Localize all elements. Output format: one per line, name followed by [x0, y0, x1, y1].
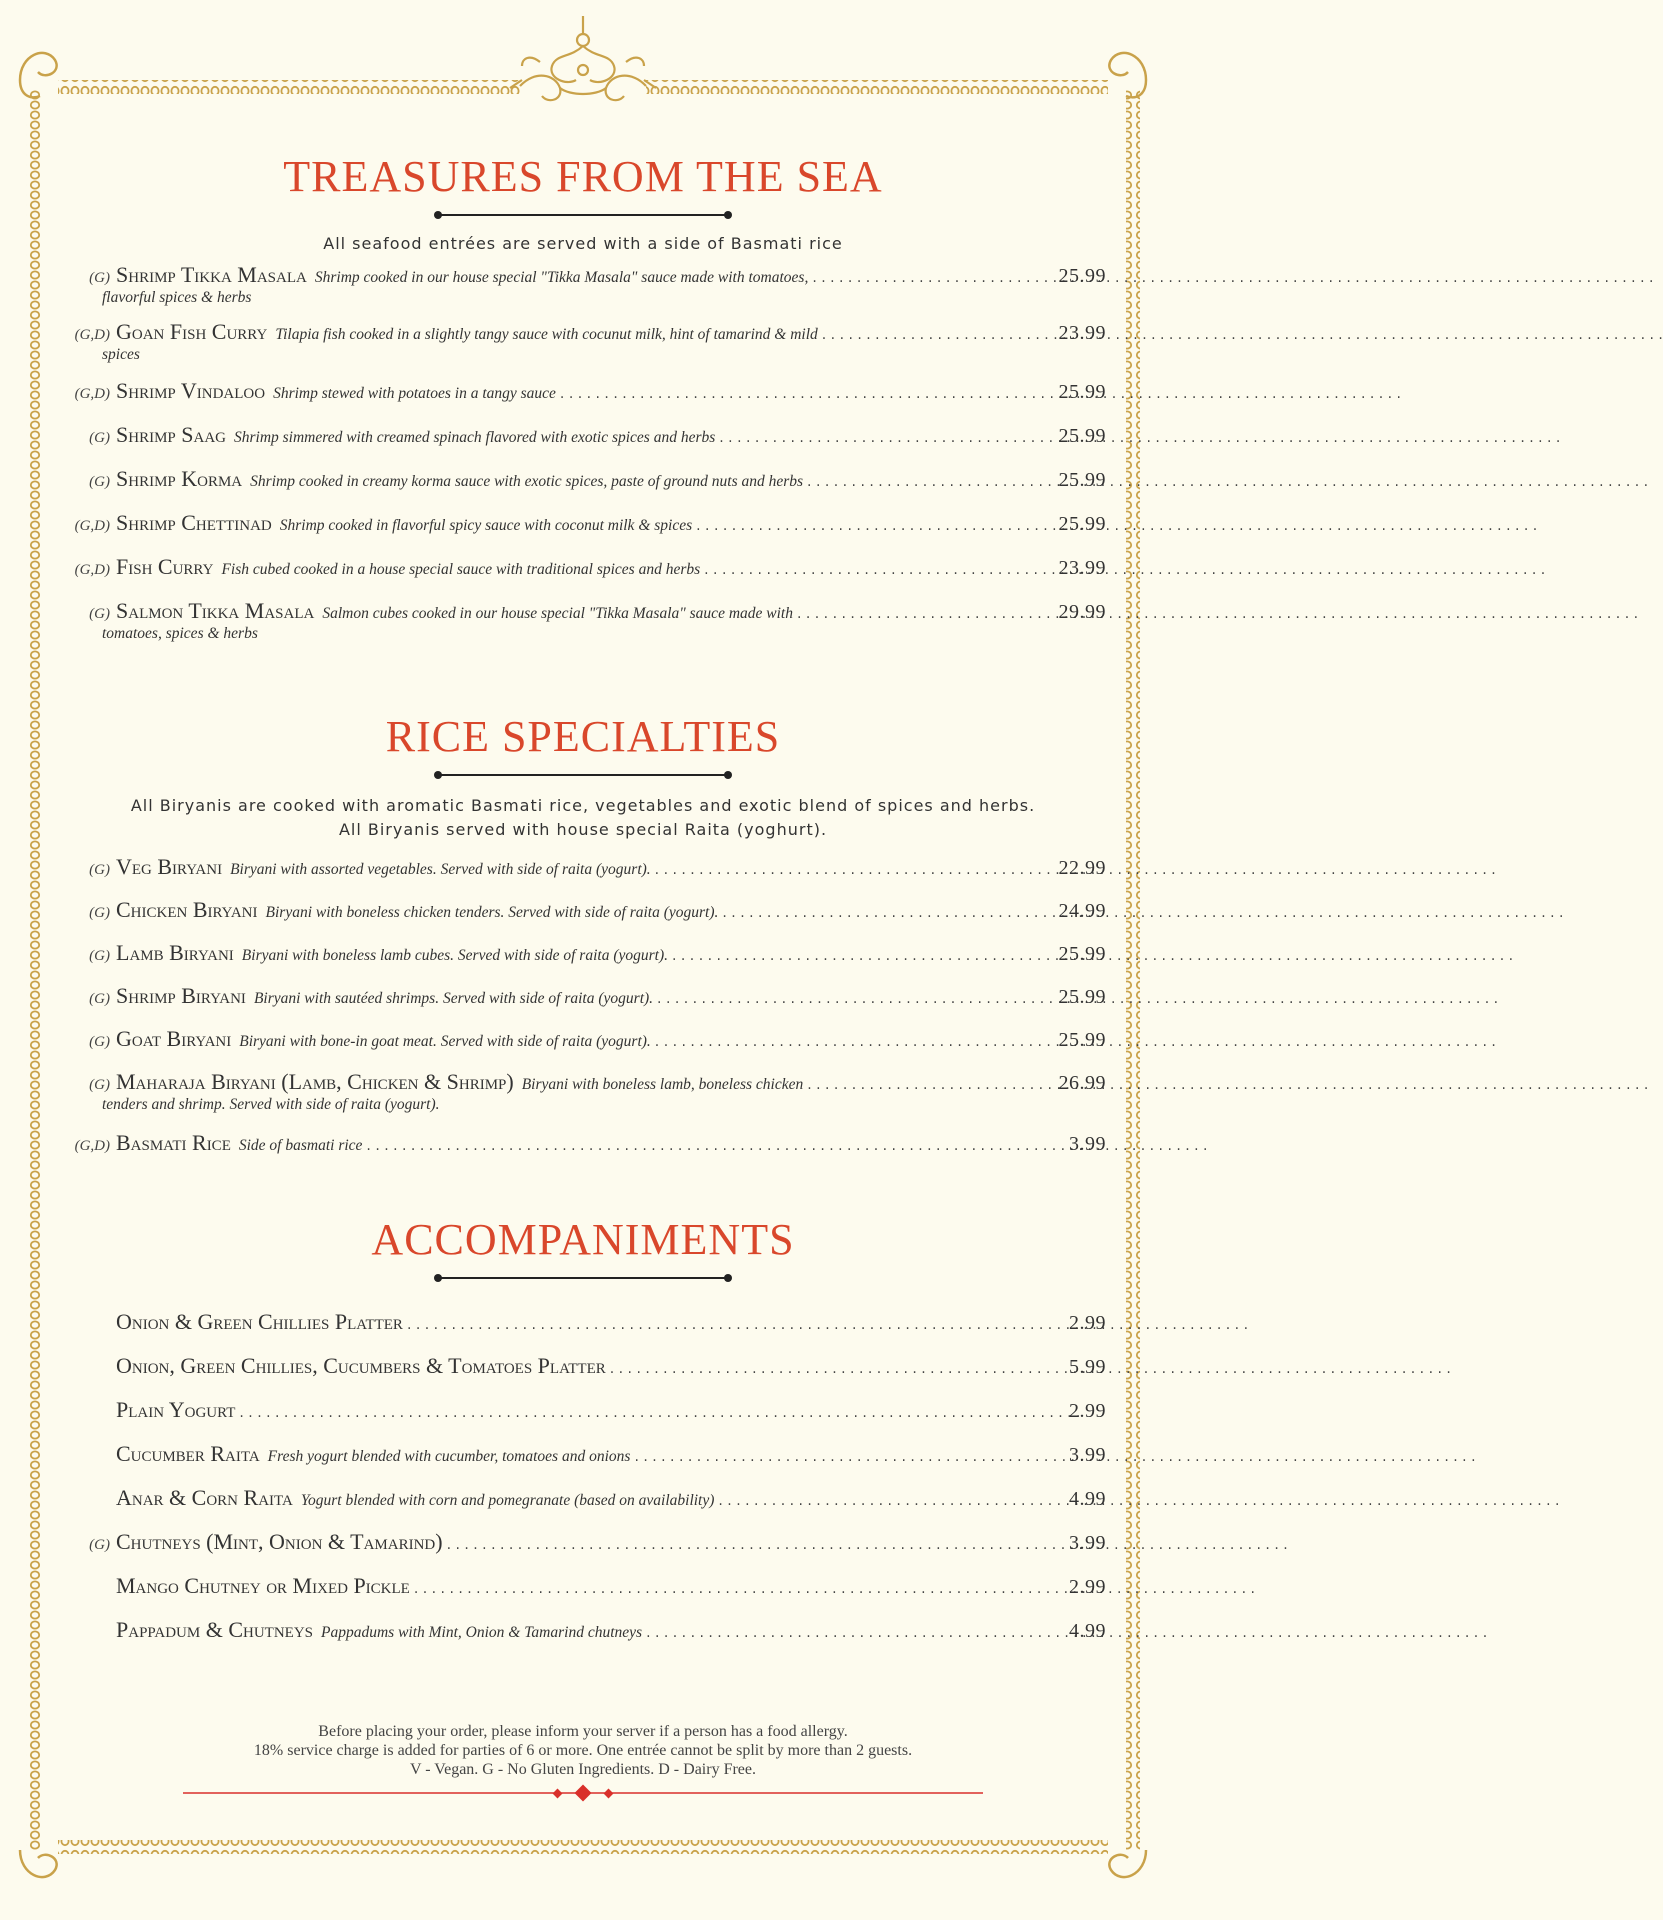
- item-description: Tilapia fish cooked in a slightly tangy sauce with cocunut milk, hint of tamarind & mild: [275, 326, 818, 343]
- item-name: Veg Biryani: [116, 854, 223, 879]
- diet-code: (G): [89, 430, 110, 446]
- menu-item: [60, 319, 1106, 364]
- menu-item-row: [60, 1353, 1106, 1379]
- menu-item: [60, 422, 1106, 448]
- menu-item: [60, 378, 1106, 404]
- item-name: Maharaja Biryani (Lamb, Chicken & Shrimp): [116, 1069, 514, 1094]
- accompaniments-list: [60, 1309, 1106, 1643]
- item-description: Fish cubed cooked in a house special sauce with traditional spices and herbs: [221, 561, 701, 578]
- menu-item-row: [60, 262, 1106, 288]
- item-description: Biryani with assorted vegetables. Served with side of raita (yogurt).: [230, 861, 651, 878]
- menu-item-row: [60, 1069, 1106, 1095]
- leader-dots: [634, 1449, 1065, 1465]
- menu-item-row: [60, 1441, 1106, 1467]
- leader-dots: [797, 606, 1055, 622]
- seafood-list: [60, 262, 1106, 643]
- diet-code: (G): [89, 270, 110, 286]
- item-price: 23.99: [1058, 557, 1106, 579]
- item-name: Goan Fish Curry: [116, 319, 268, 344]
- menu-item-row: [60, 466, 1106, 492]
- diet-code: (G,D): [74, 518, 110, 534]
- item-description: Shrimp cooked in creamy korma sauce with exotic spices, paste of ground nuts and herbs: [250, 473, 804, 490]
- section-accompaniments: [60, 1213, 1106, 1643]
- menu-item-row: [60, 1529, 1106, 1555]
- item-name: Cucumber Raita: [116, 1441, 260, 1466]
- menu-item: [60, 1617, 1106, 1643]
- item-name: Onion, Green Chillies, Cucumbers & Tomatoes Platter: [116, 1353, 606, 1378]
- item-price: 3.99: [1069, 1444, 1106, 1466]
- item-price: 2.99: [1069, 1576, 1106, 1598]
- item-description: Yogurt blended with corn and pomegranate (based on availability): [300, 1492, 715, 1509]
- allergy-note: Before placing your order, please inform your server if a person has a food allergy.: [318, 1723, 848, 1740]
- item-description: Biryani with sautéed shrimps. Served with side of raita (yogurt).: [253, 990, 654, 1007]
- title-divider: [433, 210, 733, 220]
- section-title-seafood: TREASURES FROM THE SEA: [283, 152, 883, 201]
- item-description-continued: flavorful spices & herbs: [102, 289, 252, 306]
- menu-item-row: [60, 940, 1106, 966]
- item-price: 25.99: [1058, 265, 1106, 287]
- leader-dots: [560, 386, 1055, 402]
- section-title-accompaniments: ACCOMPANIMENTS: [371, 1215, 795, 1264]
- item-price: 2.99: [1069, 1312, 1106, 1334]
- section-rice: [60, 710, 1106, 1156]
- menu-item: [60, 1529, 1106, 1555]
- menu-item-row: [60, 554, 1106, 580]
- item-price: 29.99: [1058, 601, 1106, 623]
- item-price: 4.99: [1069, 1620, 1106, 1642]
- item-price: 23.99: [1058, 322, 1106, 344]
- diet-code: (G,D): [74, 327, 110, 343]
- menu-item-row: [60, 378, 1106, 404]
- item-name: Pappadum & Chutneys: [116, 1617, 313, 1642]
- leader-dots: [719, 430, 1054, 446]
- menu-item: [60, 262, 1106, 307]
- item-price: 26.99: [1058, 1072, 1106, 1094]
- item-price: 25.99: [1058, 943, 1106, 965]
- menu-item-row: [60, 319, 1106, 345]
- diet-code: (G): [89, 862, 110, 878]
- diet-code: (G): [89, 474, 110, 490]
- title-divider: [433, 1273, 733, 1283]
- item-price: 3.99: [1069, 1133, 1106, 1155]
- menu-item: [60, 1130, 1106, 1156]
- menu-item: [60, 1309, 1106, 1335]
- menu-item-row: [60, 598, 1106, 624]
- footer-notes: [0, 1722, 1166, 1805]
- menu-item: [60, 598, 1106, 643]
- menu-item-row: [60, 1309, 1106, 1335]
- item-name: Shrimp Biryani: [116, 983, 246, 1008]
- menu-item: [60, 554, 1106, 580]
- item-price: 22.99: [1058, 857, 1106, 879]
- menu-item: [60, 854, 1106, 880]
- leader-dots: [722, 905, 1054, 921]
- rice-intro-line-1: All Biryanis are cooked with aromatic Basmati rice, vegetables and exotic blend of spices and herbs.: [130, 796, 1036, 815]
- item-name: Shrimp Chettinad: [116, 510, 272, 535]
- menu-item-row: [60, 1026, 1106, 1052]
- menu-item: [60, 1441, 1106, 1467]
- leader-dots: [718, 1493, 1065, 1509]
- item-description: Shrimp cooked in our house special "Tikka Masala" sauce made with tomatoes,: [314, 269, 809, 286]
- item-name: Shrimp Vindaloo: [116, 378, 266, 403]
- rice-list: [60, 854, 1106, 1156]
- item-price: 25.99: [1058, 1029, 1106, 1051]
- item-name: Goat Biryani: [116, 1026, 232, 1051]
- service-charge-note: 18% service charge is added for parties of 6 or more. One entrée cannot be split by more than 2 guests.: [253, 1742, 913, 1759]
- leader-dots: [610, 1361, 1065, 1377]
- menu-item-row: [60, 854, 1106, 880]
- diet-code: (G,D): [74, 562, 110, 578]
- item-price: 25.99: [1058, 513, 1106, 535]
- diet-code: (G,D): [74, 1138, 110, 1154]
- menu-item: [60, 1026, 1106, 1052]
- leader-dots: [657, 991, 1054, 1007]
- item-price: 25.99: [1058, 381, 1106, 403]
- leader-dots: [447, 1537, 1065, 1553]
- diet-code: (G): [89, 991, 110, 1007]
- item-description: Biryani with boneless lamb cubes. Served with side of raita (yogurt).: [241, 947, 668, 964]
- item-description-continued: spices: [102, 346, 140, 363]
- leader-dots: [366, 1138, 1065, 1154]
- item-description: Biryani with boneless lamb, boneless chicken: [521, 1076, 804, 1093]
- menu-item-row: [60, 1617, 1106, 1643]
- leader-dots: [655, 1034, 1055, 1050]
- menu-item-row: [60, 1573, 1106, 1599]
- item-price: 2.99: [1069, 1400, 1106, 1422]
- menu-item: [60, 1353, 1106, 1379]
- item-price: 24.99: [1058, 900, 1106, 922]
- item-name: Shrimp Saag: [116, 422, 226, 447]
- menu-item: [60, 897, 1106, 923]
- menu-item-row: [60, 897, 1106, 923]
- item-name: Mango Chutney or Mixed Pickle: [116, 1573, 410, 1598]
- item-description: Shrimp simmered with creamed spinach flavored with exotic spices and herbs: [233, 429, 716, 446]
- item-name: Chicken Biryani: [116, 897, 258, 922]
- menu-item-row: [60, 1130, 1106, 1156]
- footer-rule: [183, 1781, 983, 1805]
- diet-code: (G): [89, 1537, 110, 1553]
- item-description: Pappadums with Mint, Onion & Tamarind chutneys: [321, 1624, 643, 1641]
- menu-item-row: [60, 1485, 1106, 1511]
- leader-dots: [646, 1625, 1065, 1641]
- menu-item-row: [60, 510, 1106, 536]
- item-description: Shrimp cooked in flavorful spicy sauce with coconut milk & spices: [279, 517, 693, 534]
- item-description: Biryani with boneless chicken tenders. Served with side of raita (yogurt).: [265, 904, 719, 921]
- item-name: Basmati Rice: [116, 1130, 231, 1155]
- item-description: Biryani with bone-in goat meat. Served with side of raita (yogurt).: [239, 1033, 651, 1050]
- diet-code: (G): [89, 1034, 110, 1050]
- menu-item: [60, 940, 1106, 966]
- item-name: Plain Yogurt: [116, 1397, 236, 1422]
- leader-dots: [807, 474, 1054, 490]
- menu-item: [60, 983, 1106, 1009]
- item-name: Shrimp Tikka Masala: [116, 262, 307, 287]
- rice-intro-line-2: All Biryanis served with house special Raita (yoghurt).: [338, 820, 828, 839]
- title-divider: [433, 770, 733, 780]
- seafood-intro: All seafood entrées are served with a side of Basmati rice: [323, 234, 843, 253]
- diet-code: (G): [89, 1077, 110, 1093]
- leader-dots: [655, 862, 1055, 878]
- menu-item: [60, 1573, 1106, 1599]
- item-name: Shrimp Korma: [116, 466, 243, 491]
- item-description-continued: tenders and shrimp. Served with side of raita (yogurt).: [102, 1096, 440, 1113]
- item-price: 3.99: [1069, 1532, 1106, 1554]
- item-description: Salmon cubes cooked in our house special "Tikka Masala" sauce made with: [322, 605, 793, 622]
- item-name: Fish Curry: [116, 554, 214, 579]
- item-name: Chutneys (Mint, Onion & Tamarind): [116, 1529, 443, 1554]
- leader-dots: [812, 270, 1054, 286]
- item-description-continued: tomatoes, spices & herbs: [102, 625, 258, 642]
- leader-dots: [822, 327, 1055, 343]
- item-name: Salmon Tikka Masala: [116, 598, 315, 623]
- leader-dots: [696, 518, 1054, 534]
- item-name: Lamb Biryani: [116, 940, 234, 965]
- leader-dots: [807, 1077, 1054, 1093]
- item-name: Anar & Corn Raita: [116, 1485, 293, 1510]
- item-price: 25.99: [1058, 425, 1106, 447]
- item-price: 25.99: [1058, 469, 1106, 491]
- diet-code: (G): [89, 905, 110, 921]
- menu-item: [60, 510, 1106, 536]
- item-description: Side of basmati rice: [238, 1137, 363, 1154]
- menu-item: [60, 1069, 1106, 1114]
- leader-dots: [239, 1405, 1065, 1421]
- item-name: Onion & Green Chillies Platter: [116, 1309, 403, 1334]
- leader-dots: [672, 948, 1055, 964]
- item-price: 25.99: [1058, 986, 1106, 1008]
- menu-item: [60, 466, 1106, 492]
- item-description: Shrimp stewed with potatoes in a tangy sauce: [273, 385, 556, 402]
- item-price: 5.99: [1069, 1356, 1106, 1378]
- menu-item-row: [60, 422, 1106, 448]
- diet-code: (G): [89, 948, 110, 964]
- menu-item-row: [60, 983, 1106, 1009]
- leader-dots: [407, 1317, 1065, 1333]
- diet-code: (G): [89, 606, 110, 622]
- dietary-legend: V - Vegan. G - No Gluten Ingredients. D - Dairy Free.: [410, 1761, 756, 1778]
- section-seafood: [60, 150, 1106, 643]
- item-price: 4.99: [1069, 1488, 1106, 1510]
- menu-item-row: [60, 1397, 1106, 1423]
- menu-item: [60, 1485, 1106, 1511]
- item-description: Fresh yogurt blended with cucumber, tomatoes and onions: [267, 1448, 631, 1465]
- leader-dots: [704, 562, 1054, 578]
- diet-code: (G,D): [74, 386, 110, 402]
- menu-item: [60, 1397, 1106, 1423]
- leader-dots: [414, 1581, 1065, 1597]
- section-title-rice: RICE SPECIALTIES: [385, 712, 781, 761]
